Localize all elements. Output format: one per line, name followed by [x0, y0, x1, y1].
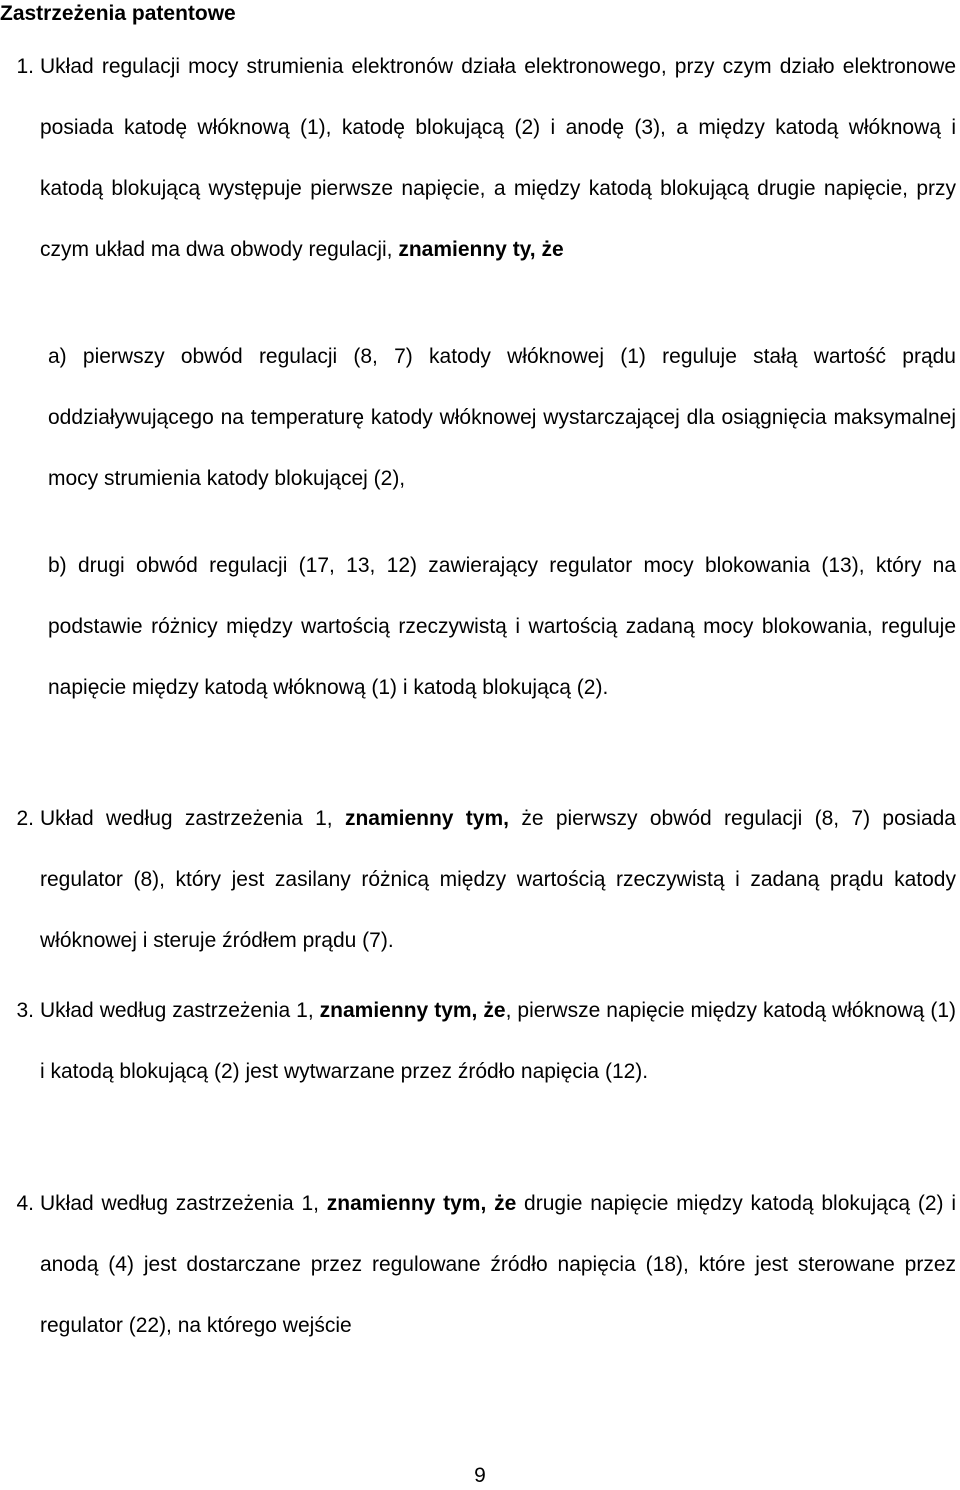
- claim-1: [16, 36, 956, 280]
- claim-text-continued: , pierwsze napięcie między katodą włóknową (1) i katodą blokującą (2) jest wytwarzane przez źródło napięcia (12).: [40, 999, 956, 1083]
- page-number: 9: [474, 1464, 486, 1487]
- claim-number: 3.: [16, 999, 34, 1022]
- claim-characterizing-phrase: znamienny ty, że: [398, 238, 564, 261]
- claim-text: Układ według zastrzeżenia 1,: [40, 807, 345, 830]
- claim-text: Układ według zastrzeżenia 1,: [40, 999, 320, 1022]
- claim-2: [16, 788, 956, 971]
- claim-text-continued: że pierwszy obwód regulacji (8, 7) posiada regulator (8), który jest zasilany różnicą między wartością rzeczywistą i zadaną prądu katody włóknowej i steruje źródłem prądu (7).: [40, 807, 956, 952]
- claim-3: [16, 980, 956, 1102]
- claim-text-continued: drugie napięcie między katodą blokującą (2) i anodą (4) jest dostarczane przez regulowane źródło napięcia (18), które jest sterowane przez regulator (22), na którego wejście: [40, 1192, 956, 1337]
- claim-number: 4.: [16, 1192, 34, 1215]
- claim-characterizing-phrase: znamienny tym,: [344, 807, 509, 830]
- claim-1-item-a: a) pierwszy obwód regulacji (8, 7) katody włóknowej (1) reguluje stałą wartość prądu oddziaływującego na temperaturę katody włóknowej wystarczającej dla osiągnięcia maksymalnej mocy strumienia katody blokującej (2),: [48, 345, 956, 490]
- claim-text: Układ według zastrzeżenia 1,: [40, 1192, 327, 1215]
- claim-characterizing-phrase: znamienny tym, że: [319, 999, 506, 1022]
- claim-4: [16, 1173, 956, 1356]
- claim-number: 1.: [16, 55, 34, 78]
- claim-number: 2.: [16, 807, 34, 830]
- claim-characterizing-phrase: znamienny tym, że: [326, 1192, 517, 1215]
- claim-1-item-b: b) drugi obwód regulacji (17, 13, 12) zawierający regulator mocy blokowania (13), który na podstawie różnicy między wartością rzeczywistą i wartością zadaną mocy blokowania, reguluje napięcie między katodą włóknową (1) i katodą blokującą (2).: [48, 554, 956, 699]
- claim-text: Układ regulacji mocy strumienia elektronów działa elektronowego, przy czym działo elektronowe posiada katodę włóknową (1), katodę blokującą (2) i anodę (3), a między katodą włóknową i katodą blokującą występuje pierwsze napięcie, a między katodą blokującą drugie napięcie, przy czym układ ma dwa obwody regulacji,: [40, 55, 956, 261]
- document-heading: Zastrzeżenia patentowe: [0, 2, 236, 25]
